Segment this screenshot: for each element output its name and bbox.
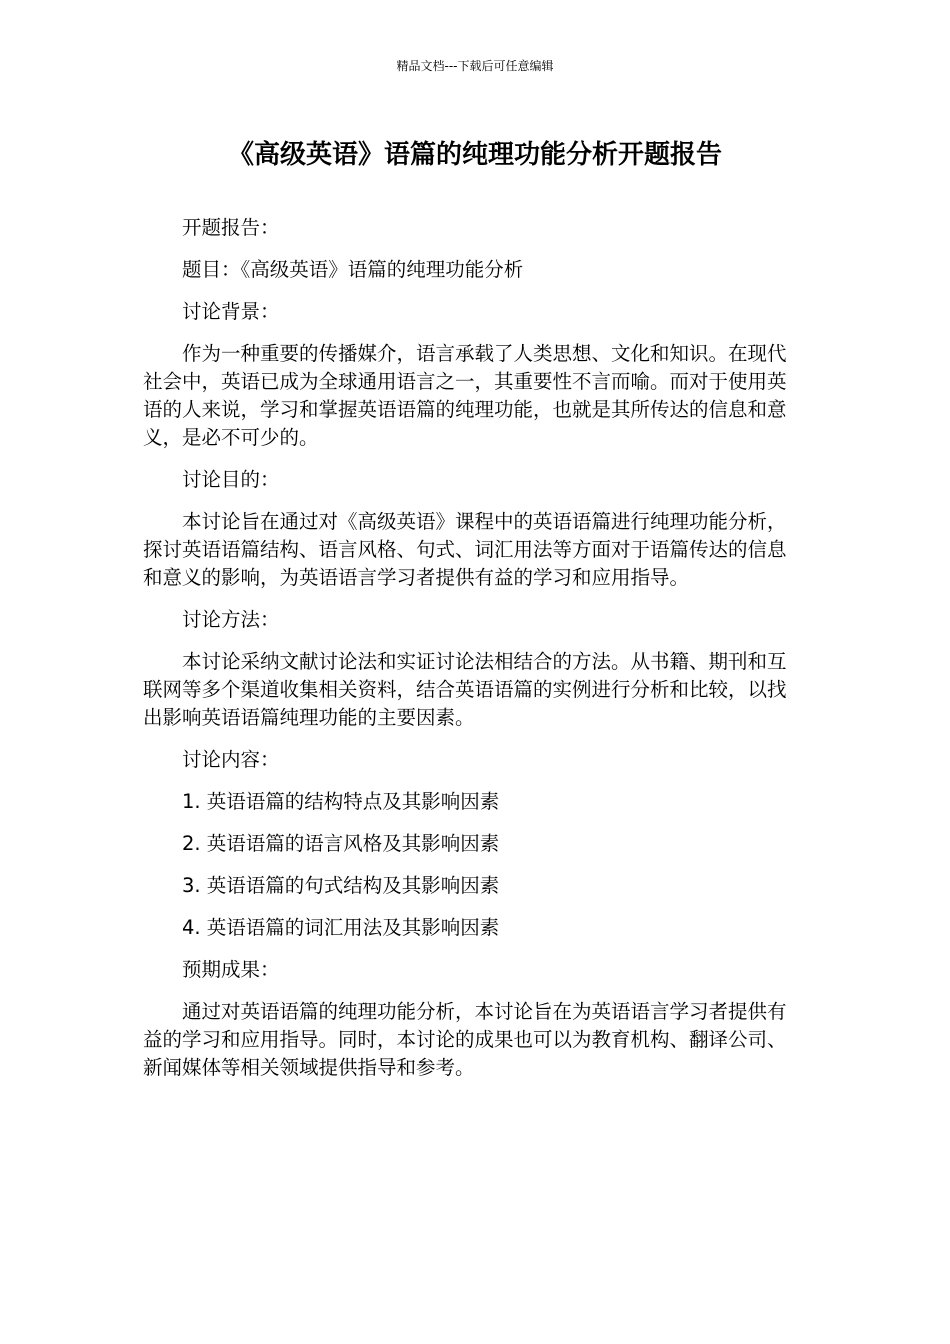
paragraph-background: 作为一种重要的传播媒介，语言承载了人类思想、文化和知识。在现代社会中，英语已成为全球通用语言之一，其重要性不言而喻。而对于使用英语的人来说，学习和掌握英语语篇的纯理功能，也就是其所传达的信息和意义，是必不可少的。 <box>143 342 787 449</box>
document-title: 《高级英语》语篇的纯理功能分析开题报告 <box>227 140 722 170</box>
heading-expected-results: 预期成果： <box>182 958 280 981</box>
paragraph-purpose: 本讨论旨在通过对《高级英语》课程中的英语语篇进行纯理功能分析，探讨英语语篇结构、语言风格、句式、词汇用法等方面对于语篇传达的信息和意义的影响，为英语语言学习者提供有益的学习和应用指导。 <box>143 510 787 589</box>
paragraph-method: 本讨论采纳文献讨论法和实证讨论法相结合的方法。从书籍、期刊和互联网等多个渠道收集相关资料，结合英语语篇的实例进行分析和比较，以找出影响英语语篇纯理功能的主要因素。 <box>143 650 787 729</box>
label-topic: 题目：《高级英语》语篇的纯理功能分析 <box>182 258 524 281</box>
content-list-item: 4. 英语语篇的词汇用法及其影响因素 <box>182 916 500 939</box>
heading-background: 讨论背景： <box>182 300 280 323</box>
content-list-item: 3. 英语语篇的句式结构及其影响因素 <box>182 874 500 897</box>
content-list-item: 2. 英语语篇的语言风格及其影响因素 <box>182 832 500 855</box>
document-body <box>143 214 803 1096</box>
heading-purpose: 讨论目的： <box>182 468 280 491</box>
heading-content: 讨论内容： <box>182 748 280 771</box>
paragraph-expected-results: 通过对英语语篇的纯理功能分析，本讨论旨在为英语语言学习者提供有益的学习和应用指导。同时，本讨论的成果也可以为教育机构、翻译公司、新闻媒体等相关领域提供指导和参考。 <box>143 1000 787 1079</box>
content-list-item: 1. 英语语篇的结构特点及其影响因素 <box>182 790 500 813</box>
heading-method: 讨论方法： <box>182 608 280 631</box>
header-note: 精品文档---下载后可任意编辑 <box>396 59 554 73</box>
label-report: 开题报告： <box>182 216 280 239</box>
